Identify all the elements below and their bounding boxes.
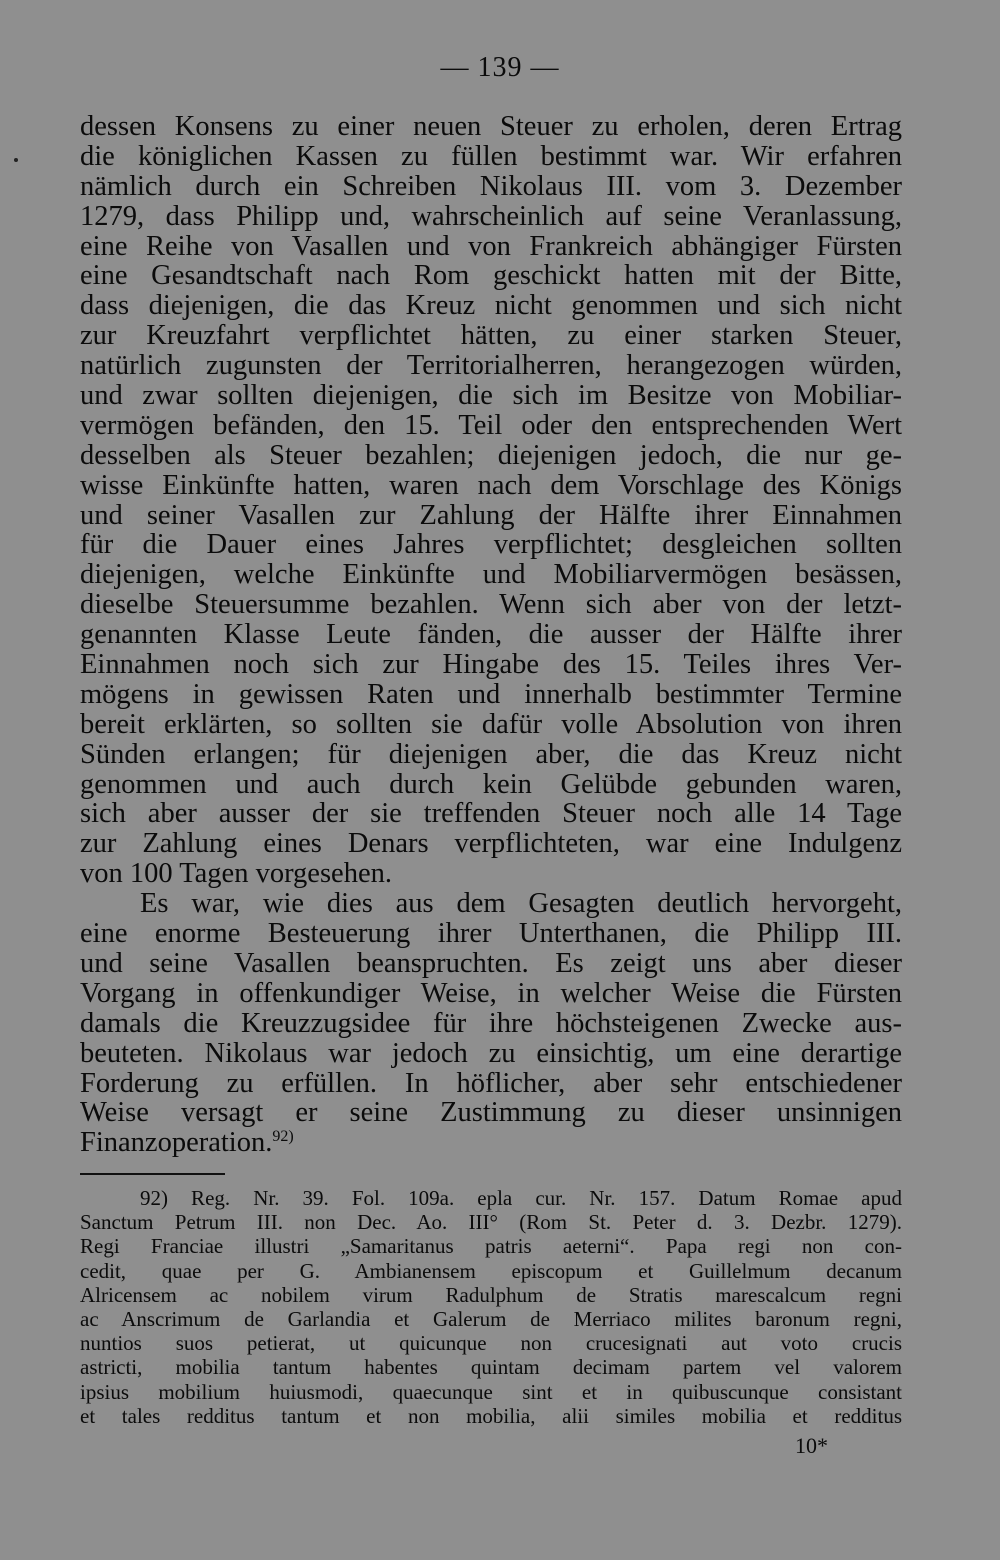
text-line: Vorgang in offenkundiger Weise, in welcher Weise die Fürsten xyxy=(80,977,902,1009)
text-line: eine Gesandtschaft nach Rom geschickt hatten mit der Bitte, xyxy=(80,260,902,292)
text-line: die königlichen Kassen zu füllen bestimmt war. Wir erfahren xyxy=(80,140,902,172)
text-line: zur Kreuzfahrt verpflichtet hätten, zu einer starken Steuer, xyxy=(80,320,902,352)
footnote-line: Sanctum Petrum III. non Dec. Ao. III° (Rom St. Peter d. 3. Dezbr. 1279). xyxy=(80,1210,902,1235)
text-line: Weise versagt er seine Zustimmung zu dieser unsinnigen xyxy=(80,1097,902,1129)
text-line-final xyxy=(80,1128,902,1158)
footnote-reference[interactable]: 92) xyxy=(272,1128,294,1146)
text-line: Forderung zu erfüllen. In höflicher, aber sehr entschiedener xyxy=(80,1067,902,1099)
footnote-line: 92) Reg. Nr. 39. Fol. 109a. epla cur. Nr. 157. Datum Romae apud xyxy=(140,1186,902,1210)
footnote-line: Regi Franciae illustri „Samaritanus patris aeterni“. Papa regi non con- xyxy=(80,1234,902,1259)
text-line: genommen und auch durch kein Gelübde gebunden waren, xyxy=(80,768,902,800)
text-line: und seine Vasallen beanspruchten. Es zeigt uns aber dieser xyxy=(80,947,902,979)
footnote-line: astricti, mobilia tantum habentes quintam decimam partem vel valorem xyxy=(80,1355,902,1380)
text-line: natürlich zugunsten der Territorialherren, herangezogen würden, xyxy=(80,350,902,382)
text-line: eine Reihe von Vasallen und von Frankreich abhängiger Fürsten xyxy=(80,230,902,262)
text-line: dessen Konsens zu einer neuen Steuer zu erholen, deren Ertrag xyxy=(80,111,902,142)
footnote-line: ac Anscrimum de Garlandia et Galerum de Merriaco milites baronum regni, xyxy=(80,1306,902,1331)
text-line: und zwar sollten diejenigen, die sich im Besitze von Mobiliar- xyxy=(80,380,902,412)
text-line: diejenigen, welche Einkünfte und Mobiliarvermögen besässen, xyxy=(80,559,902,591)
text-line: und seiner Vasallen zur Zahlung der Hälfte ihrer Einnahmen xyxy=(80,499,902,531)
footnote-line: ipsius mobilium huiusmodi, quaecunque sint et in quibuscunque consistant xyxy=(80,1379,902,1404)
text-line: Einnahmen noch sich zur Hingabe des 15. Teiles ihres Ver- xyxy=(80,649,902,681)
footnote-line: cedit, quae per G. Ambianensem episcopum et Guillelmum decanum xyxy=(80,1258,902,1283)
text-line-content: Finanzoperation. xyxy=(80,1127,273,1159)
text-line: dieselbe Steuersumme bezahlen. Wenn sich aber von der letzt- xyxy=(80,589,902,621)
text-line: eine enorme Besteuerung ihrer Unterthanen, die Philipp III. xyxy=(80,918,902,950)
text-line: vermögen befänden, den 15. Teil oder den entsprechenden Wert xyxy=(80,409,902,441)
footnote-line: et tales redditus tantum et non mobilia, alii similes mobilia et redditus xyxy=(80,1403,902,1428)
footnote-line: Alricensem ac nobilem virum Radulphum de Stratis marescalcum regni xyxy=(80,1282,902,1307)
text-line: von 100 Tagen vorgesehen. xyxy=(80,858,392,890)
footnote-divider xyxy=(80,1173,225,1175)
text-line: genannten Klasse Leute fänden, die ausser der Hälfte ihrer xyxy=(80,619,902,651)
text-line: beuteten. Nikolaus war jedoch zu einsichtig, um eine derartige xyxy=(80,1037,902,1069)
signature-mark: 10* xyxy=(795,1433,828,1458)
page-number: — 139 — xyxy=(440,52,560,83)
text-line: damals die Kreuzzugsidee für ihre höchsteigenen Zwecke aus- xyxy=(80,1007,902,1039)
footnotes xyxy=(80,1186,902,1428)
text-line: 1279, dass Philipp und, wahrscheinlich auf seine Veranlassung, xyxy=(80,200,902,232)
text-line: für die Dauer eines Jahres verpflichtet; desgleichen sollten xyxy=(80,529,902,561)
text-line: zur Zahlung eines Denars verpflichteten, war eine Indulgenz xyxy=(80,828,902,860)
stray-mark xyxy=(14,158,18,162)
footnote-line: nuntios suos petierat, ut quicunque non crucesignati aut voto crucis xyxy=(80,1331,902,1356)
text-line: wisse Einkünfte hatten, waren nach dem Vorschlage des Königs xyxy=(80,469,902,501)
text-line: mögens in gewissen Raten und innerhalb bestimmter Termine xyxy=(80,678,902,710)
text-line: nämlich durch ein Schreiben Nikolaus III. vom 3. Dezember xyxy=(80,170,902,202)
text-line: bereit erklärten, so sollten sie dafür volle Absolution von ihren xyxy=(80,708,902,740)
text-line: sich aber ausser der sie treffenden Steuer noch alle 14 Tage xyxy=(80,798,902,830)
main-text xyxy=(80,112,902,1158)
text-line: dass diejenigen, die das Kreuz nicht genommen und sich nicht xyxy=(80,290,902,322)
text-line: desselben als Steuer bezahlen; diejenigen jedoch, die nur ge- xyxy=(80,439,902,471)
text-line: Es war, wie dies aus dem Gesagten deutlich hervorgeht, xyxy=(140,888,902,920)
text-line: Sünden erlangen; für diejenigen aber, die das Kreuz nicht xyxy=(80,738,902,770)
